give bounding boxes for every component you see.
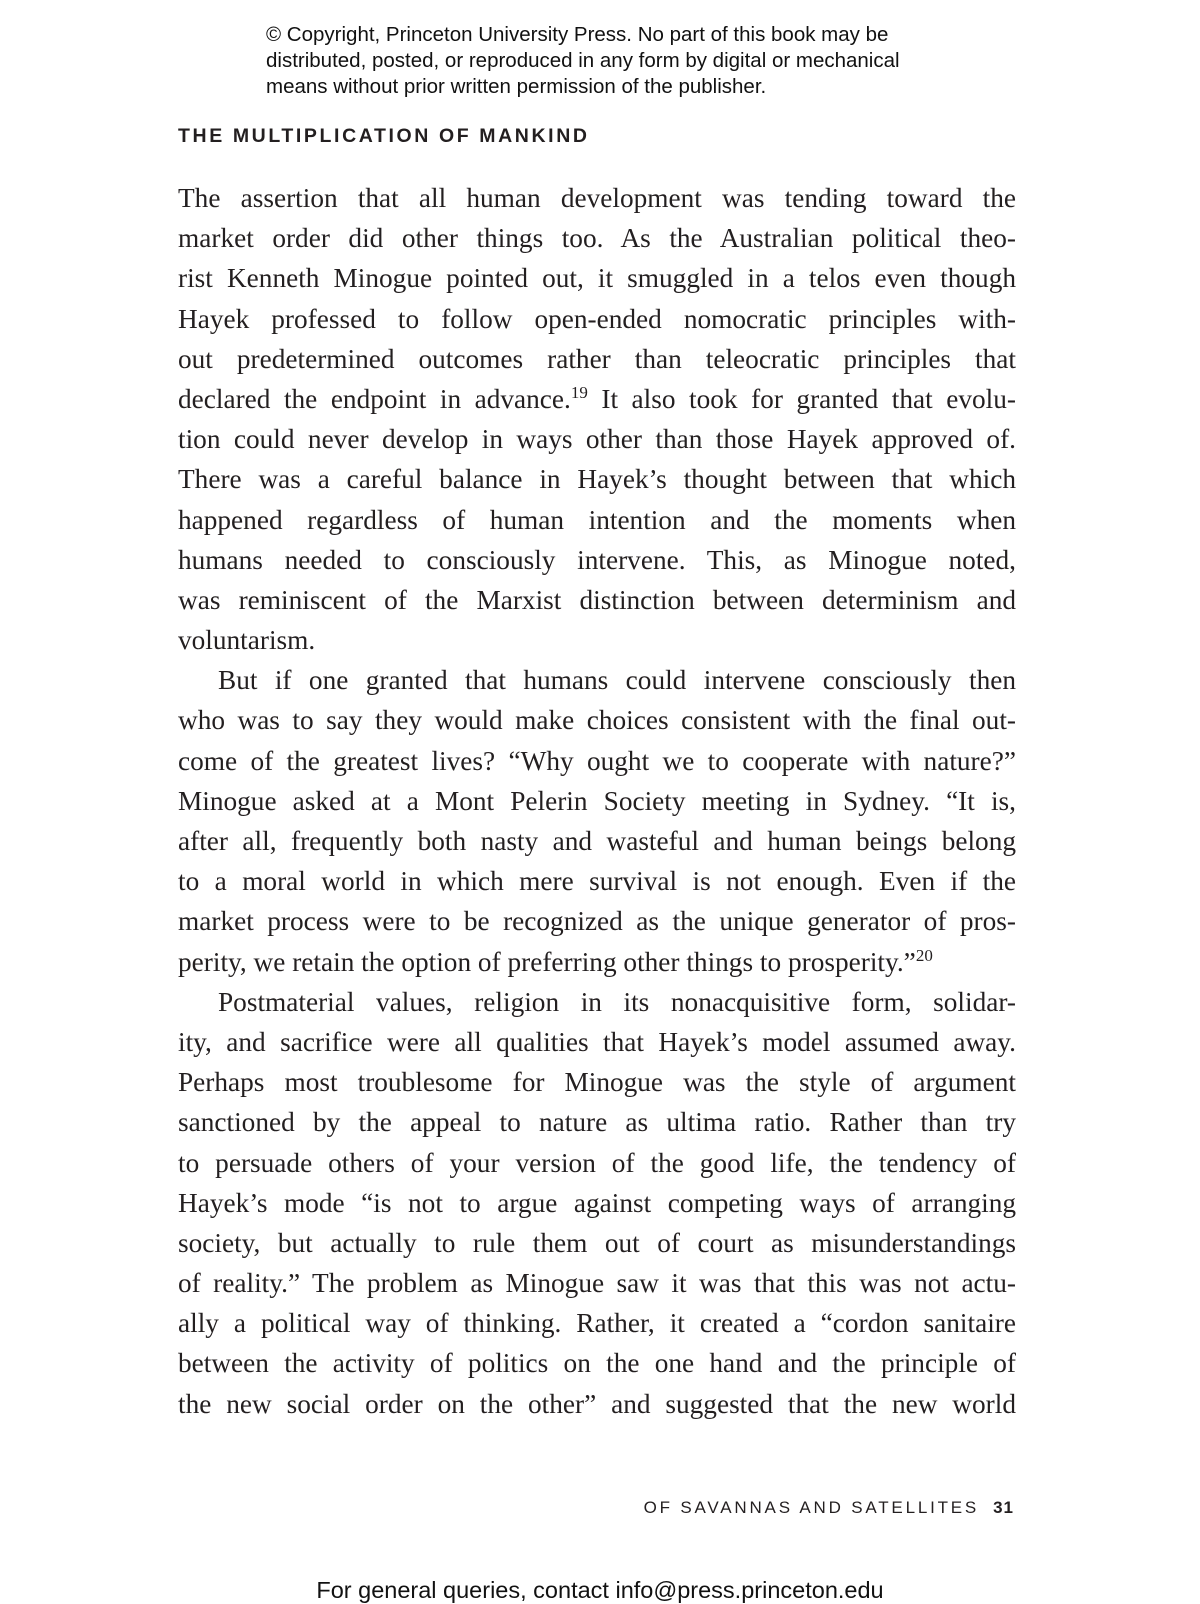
text-line: to persuade others of your version of the good life, the tendency of — [178, 1147, 1016, 1178]
body-text — [178, 178, 1016, 1424]
text-line: was reminiscent of the Marxist distinction between determinism and — [178, 584, 1016, 615]
text-line: the new social order on the other” and suggested that the new world — [178, 1388, 1016, 1419]
footer-contact: For general queries, contact info@press.princeton.edu — [316, 1577, 884, 1603]
text-line: who was to say they would make choices consistent with the final out- — [178, 705, 1016, 736]
text-line: to a moral world in which mere survival is not enough. Even if the — [178, 866, 1016, 897]
text-line — [178, 942, 1016, 982]
text-fragment: declared the endpoint in advance. — [178, 383, 571, 414]
footnote-ref-20[interactable]: 20 — [915, 945, 933, 965]
folio — [644, 1498, 1014, 1518]
text-line: of reality.” The problem as Minogue saw it was that this was not actu- — [178, 1268, 1016, 1299]
text-line: market process were to be recognized as the unique generator of pros- — [178, 906, 1016, 937]
text-line: sanctioned by the appeal to nature as ultima ratio. Rather than try — [178, 1107, 1016, 1138]
text-line: tion could never develop in ways other than those Hayek approved of. — [178, 424, 1016, 455]
text-line: come of the greatest lives? “Why ought we to cooperate with nature?” — [178, 745, 1016, 776]
text-line: Minogue asked at a Mont Pelerin Society meeting in Sydney. “It is, — [178, 785, 1016, 816]
text-line: Hayek professed to follow open-ended nomocratic principles with- — [178, 303, 1016, 334]
text-line: voluntarism. — [178, 625, 316, 656]
text-line: after all, frequently both nasty and wasteful and human beings belong — [178, 826, 1016, 856]
text-line — [178, 379, 1016, 419]
text-line: Hayek’s mode “is not to argue against competing ways of arranging — [178, 1187, 1016, 1218]
text-line: humans needed to consciously intervene. This, as Minogue noted, — [178, 544, 1016, 575]
text-line: between the activity of politics on the one hand and the principle of — [178, 1348, 1016, 1379]
running-head: THE MULTIPLICATION OF MANKIND — [178, 125, 590, 147]
copyright-line: © Copyright, Princeton University Press. No part of this book may be — [266, 23, 889, 46]
text-line: rist Kenneth Minogue pointed out, it smuggled in a telos even though — [178, 263, 1016, 294]
page-number: 31 — [993, 1498, 1014, 1517]
footnote-ref-19[interactable]: 19 — [570, 382, 588, 402]
text-line: The assertion that all human development was tending toward the — [178, 183, 1016, 213]
copyright-notice — [266, 22, 986, 100]
folio-title: OF SAVANNAS AND SATELLITES — [643, 1498, 980, 1517]
text-fragment: perity, we retain the option of preferring other things to prosperity.” — [178, 946, 916, 977]
text-line: happened regardless of human intention and the moments when — [178, 504, 1016, 535]
text-line: ity, and sacrifice were all qualities that Hayek’s model assumed away. — [178, 1026, 1016, 1057]
copyright-line: means without prior written permission of the publisher. — [266, 75, 767, 98]
text-line: But if one granted that humans could intervene consciously then — [218, 665, 1016, 696]
text-line: ally a political way of thinking. Rather, it created a “cordon sanitaire — [178, 1308, 1016, 1339]
text-line: out predetermined outcomes rather than teleocratic principles that — [178, 343, 1016, 374]
text-line: Postmaterial values, religion in its nonacquisitive form, solidar- — [218, 986, 1016, 1017]
text-line: society, but actually to rule them out of court as misunderstandings — [178, 1227, 1016, 1258]
text-line: Perhaps most troublesome for Minogue was the style of argument — [178, 1067, 1016, 1098]
text-fragment: It also took for granted that evolu- — [587, 383, 1016, 414]
text-line: market order did other things too. As the Australian political theo- — [178, 223, 1016, 254]
text-line: There was a careful balance in Hayek’s thought between that which — [178, 464, 1016, 495]
copyright-line: distributed, posted, or reproduced in any form by digital or mechanical — [266, 49, 900, 72]
